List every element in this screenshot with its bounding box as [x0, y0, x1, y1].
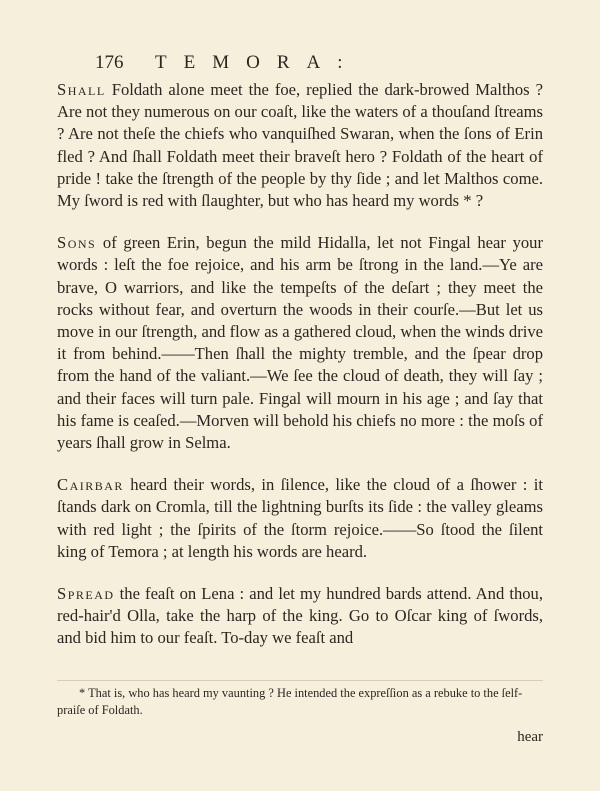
paragraph-3 [57, 474, 543, 563]
paragraph-text: of green Erin, begun the mild Hidalla, let not Fingal hear your words : leſt the foe rejoice, and his arm be ſtrong in the land.—Ye are brave, O warriors, and like the tempeſts of the deſart ; they meet the rocks without fear, and overturn the woods in their courſe.—But let us move in our ſtrength, and flow as a gathered cloud, when the winds drive it from behind.——Then ſhall the mighty tremble, and the ſpear drop from the hand of the valiant.—We ſee the cloud of death, they will ſay ; and their faces will turn pale. Fingal will mourn in his age ; and ſay that his fame is ceaſed.—Morven will behold his chiefs no more : the moſs of years ſhall grow in Selma. [57, 233, 543, 453]
paragraph-2 [57, 232, 543, 454]
body-text [57, 79, 543, 650]
footnote-text: That is, who has heard my vaunting ? He intended the expreſſion as a rebuke to the ſelf-praiſe of Foldath. [57, 686, 523, 717]
page-number: 176 [95, 52, 124, 73]
footnote-body [57, 685, 543, 719]
paragraph-text: Foldath alone meet the foe, replied the dark-browed Malthos ? Are not they numerous on our coaſt, like the waters of a thouſand ſtreams ? Are not theſe the chiefs who vanquiſhed Swaran, when the ſons of Erin fled ? And ſhall Foldath meet their braveſt hero ? Foldath of the heart of pride ! take the ſtrength of the people by thy ſide ; and let Malthos come. My ſword is red with ſlaughter, but who has heard my words * ? [57, 80, 543, 211]
paragraph-text: heard their words, in ſilence, like the cloud of a ſhower : it ſtands dark on Cromla, till the lightning burſts its ſide : the valley gleams with red light ; the ſpirits of the ſtorm rejoice.——So ſtood the ſilent king of Temora ; at length his words are heard. [57, 475, 543, 561]
paragraph-lead-word: Sons [57, 233, 97, 253]
paragraph-lead-word: Cairbar [57, 475, 124, 495]
running-title: TEMORA: [155, 52, 360, 73]
paragraph-text: the feaſt on Lena : and let my hundred bards attend. And thou, red-hair'd Olla, take the harp of the king. Go to Oſcar king of ſwords, and bid him to our feaſt. To-day we feaſt and [57, 584, 543, 648]
paragraph-lead-word: Spread [57, 584, 115, 604]
paragraph-4 [57, 583, 543, 650]
catchword: hear [517, 729, 543, 745]
footnote-marker: * [79, 686, 86, 700]
paragraph-1 [57, 79, 543, 212]
footnote-divider [57, 680, 543, 681]
paragraph-lead-word: Shall [57, 80, 106, 99]
footnote [57, 685, 543, 719]
page-header [95, 48, 535, 78]
